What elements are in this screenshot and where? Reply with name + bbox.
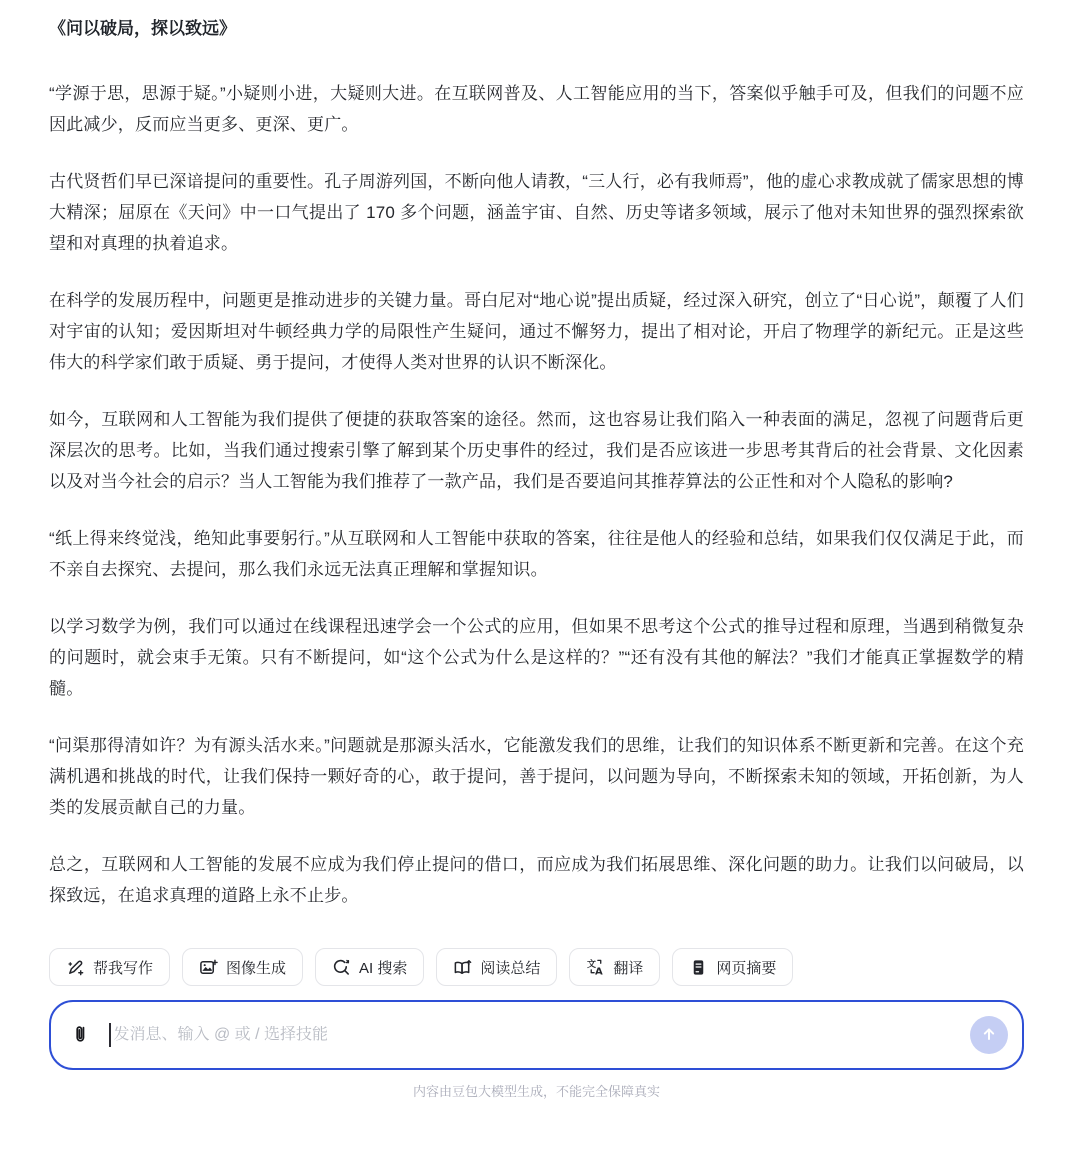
skill-button-label: 帮我写作 bbox=[93, 959, 154, 977]
essay-body bbox=[49, 42, 1024, 911]
essay-paragraph: “问渠那得清如许？为有源头活水来。”问题就是那源头活水，它能激发我们的思维，让我们的知识体系不断更新和完善。在这个充满机遇和挑战的时代，让我们保持一颗好奇的心，敢于提问，善于提问，以问题为导向，不断探索未知的领域，开拓创新，为人类的发展贡献自己的力量。 bbox=[49, 736, 1024, 817]
attach-file-button[interactable] bbox=[69, 1021, 97, 1049]
skill-button-label: 图像生成 bbox=[226, 959, 287, 977]
paperclip-icon bbox=[72, 1023, 94, 1048]
webpage-summary-button[interactable] bbox=[672, 948, 793, 986]
translate-button[interactable] bbox=[569, 948, 660, 986]
text-caret bbox=[109, 1023, 111, 1047]
help-me-write-button[interactable] bbox=[49, 948, 170, 986]
arrow-up-icon bbox=[979, 1024, 999, 1047]
essay-paragraph: “纸上得来终觉浅，绝知此事要躬行。”从互联网和人工智能中获取的答案，往往是他人的经验和总结，如果我们仅仅满足于此，而不亲自去探究、去提问，那么我们永远无法真正理解和掌握知识。 bbox=[49, 529, 1024, 579]
ai-disclaimer: 内容由豆包大模型生成，不能完全保障真实 bbox=[412, 1084, 660, 1099]
essay-paragraph: 古代贤哲们早已深谙提问的重要性。孔子周游列国，不断向他人请教，“三人行，必有我师焉”，他的虚心求教成就了儒家思想的博大精深；屈原在《天问》中一口气提出了 170 多个问题，涵盖宇宙、自然、历史等诸多领域，展示了他对未知世界的强烈探索欲望和对真理的执着追求。 bbox=[49, 172, 1024, 253]
send-button[interactable] bbox=[970, 1016, 1008, 1054]
essay-paragraph: 如今，互联网和人工智能为我们提供了便捷的获取答案的途径。然而，这也容易让我们陷入一种表面的满足，忽视了问题背后更深层次的思考。比如，当我们通过搜索引擎了解到某个历史事件的经过，我们是否应该进一步思考其背后的社会背景、文化因素以及对当今社会的启示？当人工智能为我们推荐了一款产品，我们是否要追问其推荐算法的公正性和对个人隐私的影响? bbox=[49, 410, 1024, 491]
skill-button-label: AI 搜索 bbox=[359, 959, 408, 977]
essay-paragraph: 在科学的发展历程中，问题更是推动进步的关键力量。哥白尼对“地心说”提出质疑，经过深入研究，创立了“日心说”，颠覆了人们对宇宙的认知；爱因斯坦对牛顿经典力学的局限性产生疑问，通过不懈努力，提出了相对论，开启了物理学的新纪元。正是这些伟大的科学家们敢于质疑、勇于提问，才使得人类对世界的认识不断深化。 bbox=[49, 291, 1024, 372]
message-input[interactable] bbox=[114, 1026, 971, 1044]
essay-paragraph: “学源于思，思源于疑。”小疑则小进，大疑则大进。在互联网普及、人工智能应用的当下，答案似乎触手可及，但我们的问题不应因此减少，反而应当更多、更深、更广。 bbox=[49, 84, 1024, 134]
essay-paragraph: 总之，互联网和人工智能的发展不应成为我们停止提问的借口，而应成为我们拓展思维、深化问题的助力。让我们以问破局，以探致远，在追求真理的道路上永不止步。 bbox=[49, 855, 1024, 905]
image-generate-icon bbox=[199, 958, 218, 977]
translate-icon bbox=[586, 958, 605, 977]
svg-text:文: 文 bbox=[587, 959, 597, 970]
ai-search-button[interactable] bbox=[315, 948, 424, 986]
essay-paragraph: 以学习数学为例，我们可以通过在线课程迅速学会一个公式的应用，但如果不思考这个公式的推导过程和原理，当遇到稍微复杂的问题时，就会束手无策。只有不断提问，如“这个公式为什么是这样的？”“还有没有其他的解法？”我们才能真正掌握数学的精髓。 bbox=[49, 617, 1024, 698]
skill-button-label: 网页摘要 bbox=[716, 959, 777, 977]
reading-summary-icon bbox=[453, 958, 472, 977]
essay-title: 《问以破局，探以致远》 bbox=[49, 19, 236, 38]
reading-summary-button[interactable] bbox=[436, 948, 557, 986]
pen-sparkle-icon bbox=[66, 958, 85, 977]
svg-text:A: A bbox=[595, 966, 604, 977]
ai-search-icon bbox=[332, 958, 351, 977]
webpage-summary-icon bbox=[689, 958, 708, 977]
skills-row bbox=[49, 948, 1024, 986]
skill-button-label: 阅读总结 bbox=[480, 959, 541, 977]
skill-button-label: 翻译 bbox=[613, 959, 644, 977]
message-composer[interactable] bbox=[49, 1000, 1024, 1070]
image-generate-button[interactable] bbox=[182, 948, 303, 986]
